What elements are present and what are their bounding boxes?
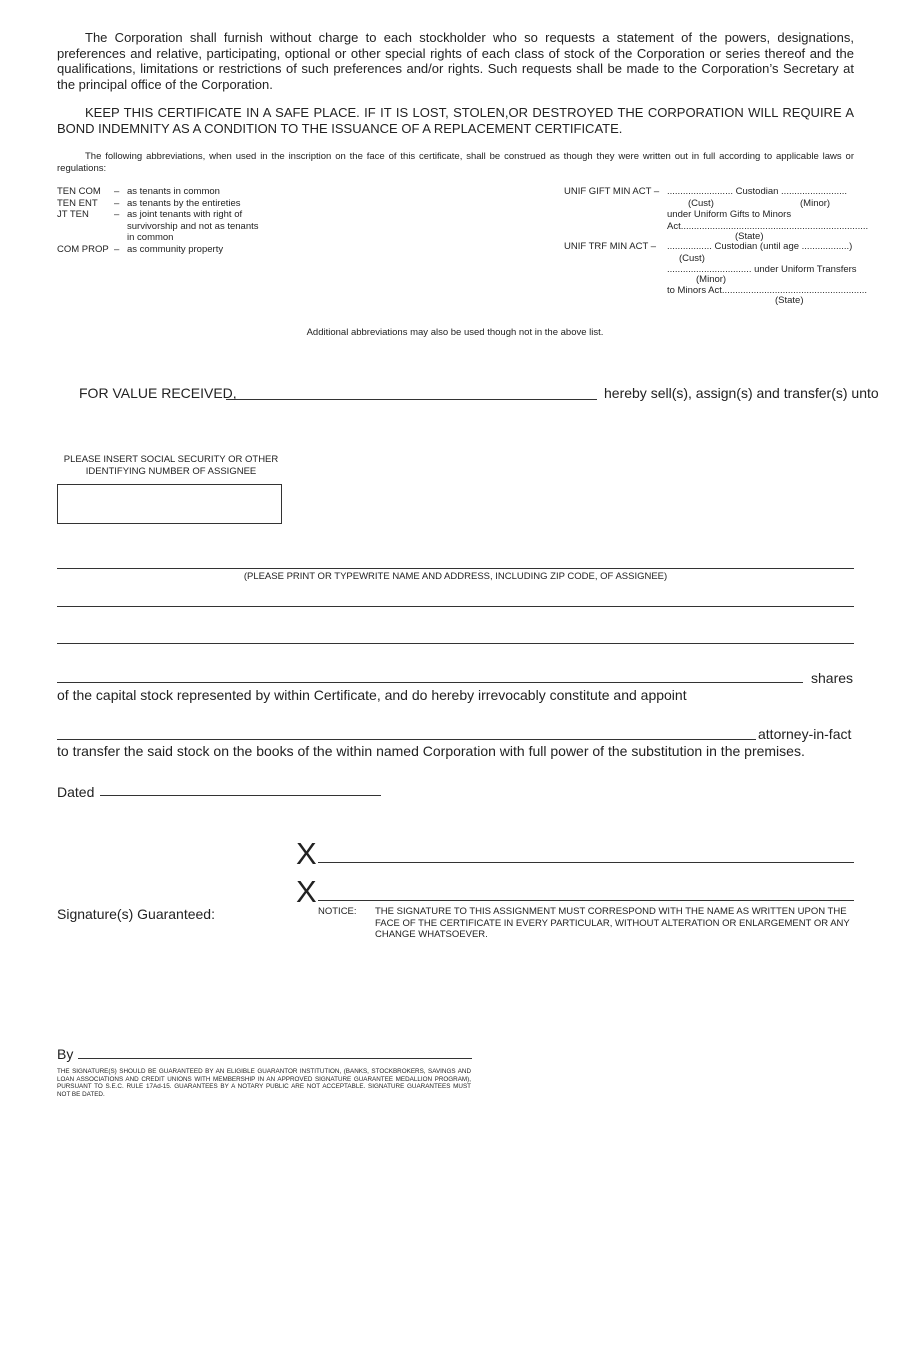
powers-statement-text: The Corporation shall furnish without charge to each stockholder who so requests a statement of the powers, designations, preferences and relative, participating, optional or other special rights of each class of stock of the Corporation or series thereof and the qualifications, limitations or restrictions of such preferences and/or rights. Such requests shall be made to the Corporation’s Secretary at the principal office of the Corporation. — [57, 30, 854, 92]
trf-state-caption: (State) — [775, 295, 804, 306]
shares-label: shares — [811, 670, 854, 686]
notice-label: NOTICE: — [318, 906, 357, 917]
gift-state-caption: (State) — [735, 231, 764, 242]
signature-line-1[interactable] — [318, 862, 854, 863]
abbreviations-intro-text: The following abbreviations, when used in the inscription on the face of this certificate, shall be construed as though they were written out in full according to applicable laws or regulations: — [57, 151, 854, 174]
trf-custodian-line: ................. Custodian (until age ..................) — [667, 241, 853, 252]
abbr-value-ten-ent: as tenants by the entireties — [127, 197, 241, 209]
notice-text: THE SIGNATURE TO THIS ASSIGNMENT MUST CORRESPOND WITH THE NAME AS WRITTEN UPON THE FACE OF THE CERTIFICATE IN EVERY PARTICULAR, WITHOUT ALTERATION OR ENLARGEMENT OR ANY CHANGE WHATSOEVER. — [375, 906, 850, 940]
gift-custodian-line: ......................... Custodian ......................... — [667, 186, 848, 197]
abbr-value-ten-com: as tenants in common — [127, 186, 220, 197]
assignor-name-line[interactable] — [226, 399, 597, 400]
abbr-key-ten-ent: TEN ENT — [57, 197, 98, 209]
additional-abbreviations-note: Additional abbreviations may also be used though not in the above list. — [306, 327, 604, 338]
ssn-label — [57, 454, 285, 477]
abbr-value-com-prop: as community property — [127, 243, 224, 255]
abbr-value-jt-ten-1: as joint tenants with right of — [127, 209, 243, 220]
signature-x-mark-1: X — [296, 836, 317, 871]
trf-cust-caption: (Cust) — [679, 253, 705, 264]
trf-act-line: to Minors Act....................................................... — [667, 285, 868, 296]
powers-statement-paragraph — [57, 30, 854, 92]
gift-cust-caption: (Cust) — [688, 198, 714, 209]
abbreviations-intro — [57, 151, 854, 174]
for-value-received-label: FOR VALUE RECEIVED, — [79, 385, 237, 401]
signature-x-mark-2: X — [296, 874, 317, 909]
capital-stock-text: of the capital stock represented by within Certificate, and do hereby irrevocably constitute and appoint — [57, 687, 687, 703]
abbr-value-jt-ten-2: survivorship and not as tenants — [127, 220, 259, 232]
abbr-dash: – — [114, 209, 120, 220]
gift-uniform-line: under Uniform Gifts to Minors — [667, 209, 792, 220]
trf-uniform-line: ................................ under Uniform Transfers — [667, 264, 857, 275]
guarantee-note: THE SIGNATURE(S) SHOULD BE GUARANTEED BY AN ELIGIBLE GUARANTOR INSTITUTION, (BANKS, STOCKBROKERS, SAVINGS AND LOAN ASSOCIATIONS AND CREDIT UNIONS WITH MEMBERSHIP IN AN APPROVED SIGNATURE GUARANTEE MEDALLION PROGRAM), PURSUANT TO S.E.C. RULE 17Ad-15. GUARANTEES BY A NOTARY PUBLIC ARE NOT ACCEPTABLE. SIGNATURE GUARANTEES MUST NOT BE DATED. — [57, 1068, 471, 1098]
abbr-key-unif-trf: UNIF TRF MIN ACT – — [564, 241, 657, 252]
gift-minor-caption: (Minor) — [800, 198, 831, 209]
date-line[interactable] — [100, 795, 381, 796]
ssn-label-line-1: PLEASE INSERT SOCIAL SECURITY OR OTHER — [63, 454, 279, 465]
signature-line-2[interactable] — [318, 900, 854, 901]
shares-count-line[interactable] — [57, 682, 803, 683]
abbr-key-jt-ten: JT TEN — [57, 209, 89, 220]
abbr-key-ten-com: TEN COM — [57, 186, 101, 197]
assignee-address-line-1[interactable] — [57, 568, 854, 569]
signature-guaranteed-label: Signature(s) Guaranteed: — [57, 906, 215, 922]
abbr-value-jt-ten-3: in common — [127, 232, 174, 243]
ssn-label-line-2: IDENTIFYING NUMBER OF ASSIGNEE — [85, 465, 257, 477]
trf-minor-caption: (Minor) — [696, 274, 727, 285]
gift-act-line: Act....................................................................... — [667, 220, 869, 232]
abbr-dash: – — [114, 243, 120, 255]
sell-assign-transfer-label: hereby sell(s), assign(s) and transfer(s) unto — [604, 385, 879, 401]
abbr-key-com-prop: COM PROP — [57, 243, 109, 255]
assignee-address-caption: (PLEASE PRINT OR TYPEWRITE NAME AND ADDRESS, INCLUDING ZIP CODE, OF ASSIGNEE) — [243, 571, 668, 582]
safe-place-paragraph — [57, 105, 854, 136]
guarantor-signature-line[interactable] — [78, 1058, 472, 1059]
assignee-address-line-3[interactable] — [57, 643, 854, 644]
attorney-in-fact-label: attorney-in-fact — [758, 726, 852, 742]
safe-place-text: KEEP THIS CERTIFICATE IN A SAFE PLACE. IF IT IS LOST, STOLEN,OR DESTROYED THE CORPORATION WILL REQUIRE A BOND INDEMNITY AS A CONDITION TO THE ISSUANCE OF A REPLACEMENT CERTIFICATE. — [57, 105, 854, 136]
by-label: By — [57, 1046, 74, 1062]
attorney-name-line[interactable] — [57, 739, 756, 740]
assignee-address-line-2[interactable] — [57, 606, 854, 607]
abbr-dash: – — [114, 186, 120, 197]
ssn-input-box[interactable] — [57, 484, 282, 524]
transfer-authority-text: to transfer the said stock on the books of the within named Corporation with full power of the substitution in the premises. — [57, 743, 805, 759]
dated-label: Dated — [57, 784, 95, 800]
abbr-key-unif-gift: UNIF GIFT MIN ACT – — [564, 186, 660, 197]
abbr-dash: – — [114, 197, 120, 209]
